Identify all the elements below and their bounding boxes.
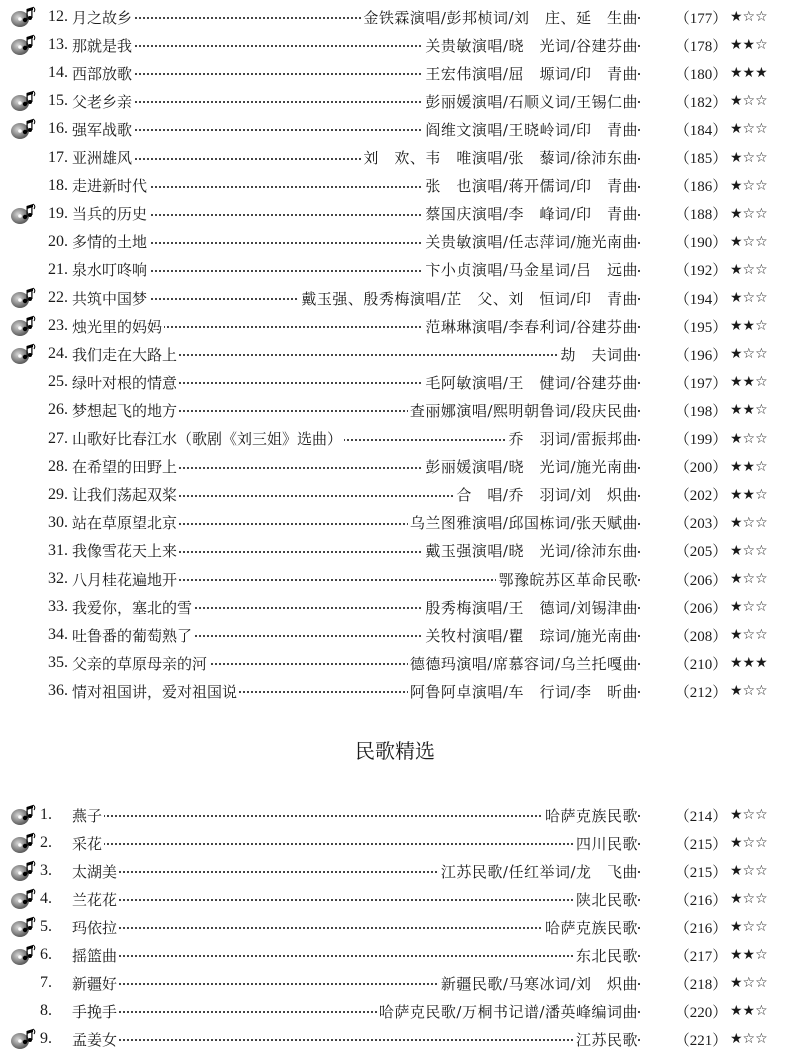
entry-number: 27.: [48, 429, 68, 447]
page-number: （182）: [674, 94, 728, 111]
entry-number: 28.: [48, 457, 68, 475]
toc-entry[interactable]: [0, 368, 790, 396]
difficulty-stars: ★☆☆: [730, 177, 768, 194]
song-title: 采花: [72, 834, 103, 853]
song-title: 父老乡亲: [72, 92, 133, 111]
page-number: （206）: [674, 572, 728, 589]
page-number: （192）: [674, 263, 728, 280]
page-number: （208）: [674, 628, 728, 645]
difficulty-stars: ★☆☆: [730, 93, 768, 110]
song-title: 那就是我: [72, 36, 133, 55]
difficulty-stars: ★☆☆: [730, 835, 768, 851]
toc-entry[interactable]: [0, 649, 790, 677]
song-title: 我爱你，塞北的雪: [72, 598, 193, 617]
page-number: （218）: [674, 976, 728, 993]
difficulty-stars: ★☆☆: [730, 807, 768, 823]
song-title: 玛依拉: [72, 918, 118, 937]
cd-music-icon: [10, 315, 36, 337]
toc-entry[interactable]: [0, 425, 790, 453]
dot-leader: [72, 899, 640, 901]
entry-number: 22.: [48, 289, 68, 306]
toc-entry[interactable]: [0, 284, 790, 312]
page-number: （194）: [674, 291, 728, 308]
entry-number: 34.: [48, 626, 68, 644]
toc-entry[interactable]: [0, 200, 790, 228]
entry-number: 18.: [48, 176, 68, 194]
entry-number: 4.: [40, 890, 52, 907]
song-title: 山歌好比春江水（歌剧《刘三姐》选曲）: [72, 430, 343, 448]
song-title: 新疆好: [72, 974, 118, 993]
page-number: （184）: [674, 122, 728, 139]
song-credit: 劫 夫词曲: [560, 345, 638, 364]
page-number: （215）: [674, 864, 728, 881]
song-credit: 哈萨克族民歌: [544, 806, 638, 825]
difficulty-stars: ★☆☆: [730, 571, 768, 587]
entry-number: 1.: [40, 806, 52, 823]
entry-number: 8.: [40, 1002, 52, 1019]
difficulty-stars: ★☆☆: [730, 975, 768, 991]
page-number: （185）: [674, 151, 728, 167]
entry-number: 14.: [48, 64, 68, 82]
cd-music-icon: [10, 343, 36, 365]
song-title: 情对祖国讲，爱对祖国说: [72, 682, 238, 701]
entry-number: 2.: [40, 834, 52, 851]
page-number: （190）: [674, 235, 728, 252]
toc-entry[interactable]: [0, 969, 790, 997]
song-credit: 张 也演唱/蒋开儒词/印 青曲: [425, 177, 638, 196]
page-number: （186）: [674, 179, 728, 196]
page-number: （216）: [674, 892, 728, 909]
toc-entry[interactable]: [0, 997, 790, 1025]
entry-number: 33.: [48, 598, 68, 616]
entry-number: 29.: [48, 485, 68, 503]
page-number: （210）: [674, 656, 728, 673]
toc-entry[interactable]: [0, 913, 790, 941]
toc-entry[interactable]: [0, 537, 790, 565]
song-credit: 合 唱/乔 羽词/刘 炽曲: [456, 486, 638, 505]
song-title: 摇篮曲: [72, 946, 118, 965]
difficulty-stars: ★☆☆: [730, 919, 768, 935]
song-title: 烛光里的妈妈: [72, 317, 163, 336]
song-title: 孟姜女: [72, 1030, 118, 1049]
entry-number: 6.: [40, 946, 52, 963]
song-title: 强军战歌: [72, 120, 133, 139]
difficulty-stars: ★★★: [730, 655, 768, 672]
page-number: （200）: [674, 460, 728, 477]
difficulty-stars: ★☆☆: [730, 627, 768, 644]
song-title: 我像雪花天上来: [72, 542, 178, 561]
difficulty-stars: ★☆☆: [730, 205, 768, 222]
difficulty-stars: ★☆☆: [730, 514, 768, 531]
difficulty-stars: ★★★: [730, 65, 768, 82]
page-number: （195）: [674, 319, 728, 336]
toc-entry[interactable]: [0, 565, 790, 593]
song-credit: 哈萨克族民歌: [544, 918, 638, 937]
song-credit: 关贵敏演唱/任志萍词/施光南曲: [425, 233, 638, 252]
song-title: 多情的土地: [72, 233, 148, 252]
page-number: （216）: [674, 920, 728, 937]
page-number: （214）: [674, 808, 728, 825]
toc-entry[interactable]: [0, 509, 790, 537]
entry-number: 16.: [48, 120, 68, 138]
entry-number: 21.: [48, 260, 68, 278]
cd-music-icon: [10, 203, 36, 225]
song-title: 走进新时代: [72, 177, 148, 196]
entry-number: 12.: [48, 8, 68, 25]
song-title: 当兵的历史: [72, 205, 148, 224]
song-title: 亚洲雄风: [72, 149, 133, 167]
song-title: 绿叶对根的情意: [72, 373, 178, 392]
toc-entry[interactable]: [0, 801, 790, 829]
toc-entry[interactable]: [0, 677, 790, 705]
song-credit: 王宏伟演唱/屈 塬词/印 青曲: [425, 64, 638, 83]
difficulty-stars: ★☆☆: [730, 9, 768, 25]
difficulty-stars: ★☆☆: [730, 1031, 768, 1047]
difficulty-stars: ★☆☆: [730, 290, 768, 306]
song-title: 月之故乡: [72, 8, 133, 27]
toc-entry[interactable]: [0, 3, 790, 31]
song-credit: 鄂豫皖苏区革命民歌: [498, 570, 638, 589]
section-title-folk-songs: 民歌精选: [355, 739, 435, 763]
difficulty-stars: ★☆☆: [730, 149, 768, 166]
toc-entry[interactable]: [0, 481, 790, 509]
song-credit: 阿鲁阿卓演唱/车 行词/李 昕曲: [409, 682, 638, 701]
difficulty-stars: ★☆☆: [730, 891, 768, 907]
difficulty-stars: ★☆☆: [730, 121, 768, 138]
dot-leader: [72, 1039, 640, 1041]
page-number: （199）: [674, 432, 728, 448]
song-credit: 毛阿敏演唱/王 健词/谷建芬曲: [425, 373, 638, 392]
toc-entry[interactable]: [0, 228, 790, 256]
song-title: 手挽手: [72, 1002, 118, 1021]
entry-number: 13.: [48, 36, 68, 54]
toc-entry[interactable]: [0, 885, 790, 913]
toc-entry[interactable]: [0, 340, 790, 368]
entry-number: 24.: [48, 345, 68, 363]
song-credit: 乌兰图雅演唱/邱国栋词/张天赋曲: [409, 514, 638, 533]
page-number: （221）: [674, 1032, 728, 1049]
entry-number: 35.: [48, 654, 68, 672]
song-credit: 江苏民歌/任红举词/龙 飞曲: [440, 862, 638, 881]
toc-entry[interactable]: [0, 31, 790, 59]
toc-entry[interactable]: [0, 256, 790, 284]
dot-leader: [72, 843, 640, 845]
song-title: 站在草原望北京: [72, 514, 178, 533]
entry-number: 7.: [40, 974, 52, 991]
cd-music-icon: [10, 287, 36, 309]
difficulty-stars: ★☆☆: [730, 542, 768, 559]
toc-entry[interactable]: [0, 621, 790, 649]
song-credit: 蔡国庆演唱/李 峰词/印 青曲: [425, 205, 638, 224]
song-title: 泉水叮咚响: [72, 261, 148, 280]
cd-music-icon: [10, 888, 36, 910]
song-credit: 四川民歌: [575, 834, 638, 853]
song-credit: 阎维文演唱/王晓岭词/印 青曲: [425, 120, 638, 139]
toc-entry[interactable]: [0, 144, 790, 172]
cd-music-icon: [10, 944, 36, 966]
page-number: （177）: [674, 10, 728, 27]
difficulty-stars: ★☆☆: [730, 599, 768, 616]
entry-number: 17.: [48, 148, 68, 166]
difficulty-stars: ★★☆: [730, 458, 768, 475]
toc-entry[interactable]: [0, 115, 790, 143]
difficulty-stars: ★★☆: [730, 1003, 768, 1019]
song-title: 我们走在大路上: [72, 345, 178, 364]
song-credit: 江苏民歌: [575, 1030, 638, 1049]
song-credit: 彭丽媛演唱/石顺义词/王锡仁曲: [425, 92, 638, 111]
difficulty-stars: ★☆☆: [730, 233, 768, 250]
song-title: 让我们荡起双桨: [72, 486, 178, 505]
difficulty-stars: ★★☆: [730, 318, 768, 335]
song-credit: 金铁霖演唱/彭邦桢词/刘 庄、延 生曲: [363, 8, 638, 27]
song-credit: 刘 欢、韦 唯演唱/张 藜词/徐沛东曲: [363, 149, 638, 167]
page-number: （180）: [674, 66, 728, 83]
page-number: （198）: [674, 403, 728, 420]
song-credit: 乔 羽词/雷振邦曲: [508, 430, 638, 448]
toc-entry[interactable]: [0, 941, 790, 969]
toc-entry[interactable]: [0, 1025, 790, 1053]
cd-music-icon: [10, 916, 36, 938]
difficulty-stars: ★☆☆: [730, 261, 768, 278]
difficulty-stars: ★★☆: [730, 374, 768, 391]
song-credit: 戴玉强演唱/晓 光词/徐沛东曲: [425, 542, 638, 561]
song-title: 西部放歌: [72, 64, 133, 83]
entry-number: 20.: [48, 232, 68, 250]
song-title: 吐鲁番的葡萄熟了: [72, 626, 193, 645]
difficulty-stars: ★☆☆: [730, 863, 768, 879]
difficulty-stars: ★★☆: [730, 37, 768, 54]
page-number: （202）: [674, 488, 728, 505]
song-title: 八月桂花遍地开: [72, 570, 178, 589]
page-number: （217）: [674, 948, 728, 965]
cd-music-icon: [10, 90, 36, 112]
page-number: （197）: [674, 375, 728, 392]
song-credit: 关贵敏演唱/晓 光词/谷建芬曲: [425, 36, 638, 55]
entry-number: 26.: [48, 401, 68, 419]
page-number: （205）: [674, 544, 728, 561]
page-number: （178）: [674, 38, 728, 55]
page-number: （188）: [674, 207, 728, 224]
cd-music-icon: [10, 34, 36, 56]
difficulty-stars: ★☆☆: [730, 430, 768, 447]
entry-number: 23.: [48, 317, 68, 335]
song-credit: 陕北民歌: [575, 890, 638, 909]
difficulty-stars: ★☆☆: [730, 346, 768, 363]
page-number: （203）: [674, 516, 728, 533]
cd-music-icon: [10, 6, 36, 28]
song-title: 燕子: [72, 806, 103, 825]
song-credit: 关牧村演唱/瞿 琮词/施光南曲: [425, 626, 638, 645]
toc-entry[interactable]: [0, 396, 790, 424]
cd-music-icon: [10, 118, 36, 140]
entry-number: 30.: [48, 513, 68, 531]
page-number: （220）: [674, 1004, 728, 1021]
entry-number: 32.: [48, 570, 68, 587]
toc-entry[interactable]: [0, 453, 790, 481]
difficulty-stars: ★☆☆: [730, 683, 768, 700]
song-title: 太湖美: [72, 862, 118, 881]
cd-music-icon: [10, 1028, 36, 1050]
song-title: 在希望的田野上: [72, 458, 178, 477]
difficulty-stars: ★★☆: [730, 947, 768, 963]
song-credit: 范琳琳演唱/李春利词/谷建芬曲: [425, 317, 638, 336]
song-credit: 戴玉强、殷秀梅演唱/芷 父、刘 恒词/印 青曲: [301, 289, 638, 308]
song-title: 兰花花: [72, 890, 118, 909]
song-credit: 彭丽媛演唱/晓 光词/施光南曲: [425, 458, 638, 477]
song-title: 梦想起飞的地方: [72, 401, 178, 420]
song-credit: 殷秀梅演唱/王 德词/刘锡津曲: [425, 598, 638, 617]
cd-music-icon: [10, 860, 36, 882]
song-credit: 东北民歌: [575, 946, 638, 965]
page-number: （215）: [674, 836, 728, 853]
song-credit: 卞小贞演唱/马金星词/吕 远曲: [425, 261, 638, 280]
song-title: 父亲的草原母亲的河: [72, 654, 208, 673]
song-title: 共筑中国梦: [72, 289, 148, 308]
entry-number: 25.: [48, 373, 68, 391]
toc-entry[interactable]: [0, 857, 790, 885]
entry-number: 15.: [48, 92, 68, 110]
song-credit: 新疆民歌/马寒冰词/刘 炽曲: [440, 974, 638, 993]
page-number: （212）: [674, 684, 728, 701]
entry-number: 19.: [48, 204, 68, 222]
toc-entry[interactable]: [0, 59, 790, 87]
toc-entry[interactable]: [0, 172, 790, 200]
difficulty-stars: ★★☆: [730, 402, 768, 419]
song-credit: 德德玛演唱/席慕容词/乌兰托嘎曲: [409, 654, 638, 673]
dot-leader: [72, 955, 640, 957]
toc-entry[interactable]: [0, 87, 790, 115]
toc-entry[interactable]: [0, 829, 790, 857]
cd-music-icon: [10, 832, 36, 854]
page-number: （206）: [674, 600, 728, 617]
entry-number: 9.: [40, 1030, 52, 1047]
entry-number: 31.: [48, 541, 68, 559]
difficulty-stars: ★★☆: [730, 486, 768, 503]
toc-entry[interactable]: [0, 312, 790, 340]
song-credit: 查丽娜演唱/熙明朝鲁词/段庆民曲: [409, 401, 638, 420]
entry-number: 3.: [40, 862, 52, 879]
song-credit: 哈萨克民歌/万桐书记谱/潘英峰编词曲: [378, 1002, 638, 1021]
page-number: （196）: [674, 347, 728, 364]
entry-number: 36.: [48, 682, 68, 700]
cd-music-icon: [10, 804, 36, 826]
toc-entry[interactable]: [0, 593, 790, 621]
entry-number: 5.: [40, 918, 52, 935]
